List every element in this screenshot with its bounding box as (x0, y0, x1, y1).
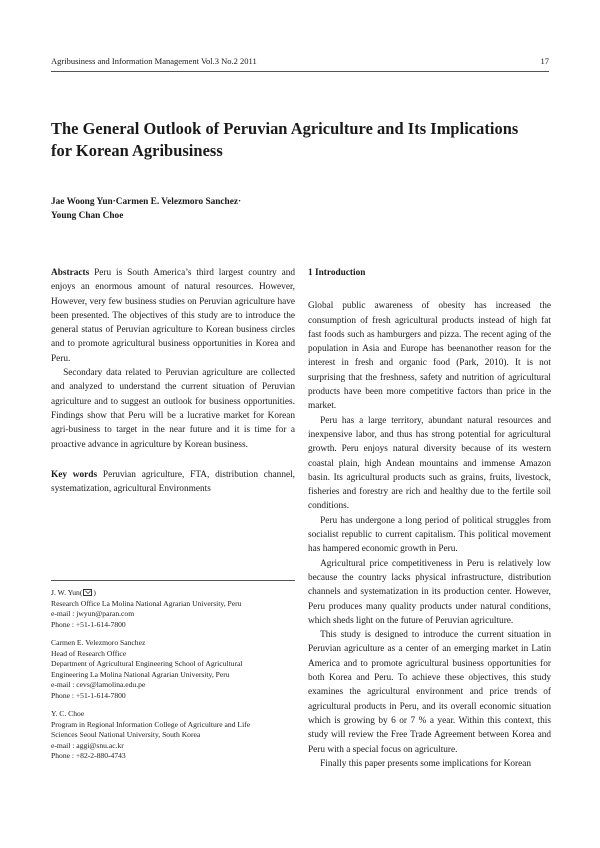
abstract-paragraph-2: Secondary data related to Peruvian agriculture are collected and analyzed to understand the current situation of Peruvian agriculture and to suggest an outlook for business opportunities. Findings show that Peru will be a lucrative market for Korean agri-business to target in the near future and it is time for a proactive advance in agriculture by Korean business. (51, 368, 295, 450)
intro-paragraph-4: Agricultural price competitiveness in Peru is relatively low because the country lacks physical infrastructure, distribution channels and systematization in its production center. However, Peru produces many quality products under natural conditions, which sheds light on the future of Peruvian agriculture. (308, 558, 551, 626)
page-number: 17 (540, 56, 549, 66)
keywords-text: Peruvian agriculture, FTA, distribution channel, systematization, agricultural Environments (51, 469, 296, 495)
abstract-paragraph-1 (51, 266, 295, 366)
keywords-label: Key words (51, 469, 98, 480)
section-heading-introduction: 1 Introduction (308, 268, 366, 278)
title-line-2: for Korean Agribusiness (51, 140, 223, 160)
intro-paragraph-1: Global public awareness of obesity has increased the consumption of fresh agricultural products instead of high fat fast foods such as hamburgers and pizza. The recent aging of the population in Asia and Europe has beenanother reason for the interest in fresh and organic food (Park, 2010). It is not surprising that the freshness, safety and nutrition of agricultural products have been more competitive factors than price in the market. (308, 301, 551, 412)
footnote-choe-name: Y. C. Choe (51, 709, 85, 718)
authors-line-1: Jae Woong Yun·Carmen E. Velezmoro Sanchez· (51, 197, 242, 207)
footnote-choe-email: e-mail : aggi@snu.ac.kr (51, 740, 124, 750)
footnote-yun-phone: Phone : +51-1-614-7800 (51, 619, 126, 629)
footnote-sanchez-name: Carmen E. Velezmoro Sanchez (51, 638, 146, 647)
paper-title (51, 118, 561, 161)
running-header (51, 56, 549, 66)
footnote-yun-name: J. W. Yun( ) (51, 588, 96, 597)
header-rule (51, 71, 549, 72)
envelope-icon (83, 589, 92, 596)
abstract-text-1: Peru is South America’s third largest country and enjoys an enormous amount of natural resources. However, However, very few business studies on Peruvian agriculture have been presented. The objectives of this study are to introduce the general status of Peruvian agriculture to Korean business circles and to promote agricultural business opportunities in Korea and Peru. (51, 268, 295, 364)
footnote-choe-line: Program in Regional Information College of Agriculture and Life (51, 719, 251, 729)
footnote-choe-line: Sciences Seoul National University, South Korea (51, 730, 201, 739)
intro-paragraph-2: Peru has a large territory, abundant natural resources and inexpensive labor, and thus has strong potential for agricultural growth. Peru enjoys natural diversity because of its western coastal plain, high Andean mountains and immense Amazon basin. Its agricultural products such as grains, fruits, livestock, fisheries and forestry are rich and healthy due to the fertile soil conditions. (308, 415, 551, 512)
author-list (51, 195, 431, 223)
footnote-yun (51, 588, 295, 630)
footnote-sanchez-email: e-mail : cevs@lamolina.edu.pe (51, 680, 146, 689)
left-column (51, 266, 295, 496)
title-line-1: The General Outlook of Peruvian Agriculture and Its Implications (51, 119, 519, 138)
intro-paragraph-6: Finally this paper presents some implications for Korean (320, 758, 532, 769)
footnote-sanchez-line: Engineering La Molina National Agrarian University, Peru (51, 669, 230, 679)
abstract-label: Abstracts (51, 268, 90, 278)
intro-paragraph-3: Peru has undergone a long period of political struggles from socialist republic to current capitalism. This political movement has hampered economic growth in Peru. (308, 515, 551, 555)
footnote-choe (51, 709, 295, 762)
footnote-sanchez (51, 638, 295, 701)
journal-name: Agribusiness and Information Management Vol.3 No.2 2011 (51, 56, 257, 66)
authors-line-2: Young Chan Choe (51, 211, 124, 221)
intro-paragraph-5: This study is designed to introduce the current situation in Peruvian agriculture as a center of an emerging market in Latin America and to promote agricultural business opportunities for both Korea and Peru. To achieve these objectives, this study examines the agricultural environment and price trends of agricultural products in Peru, and its overall economic situation which is growing by 6 or 7 % a year. Within this context, this study will review the Free Trade Agreement between Korea and Peru with a special focus on agriculture. (308, 630, 551, 755)
footnote-sanchez-phone: Phone : +51-1-614-7800 (51, 690, 126, 700)
right-column (308, 266, 551, 771)
footnote-choe-phone: Phone : +82-2-880-4743 (51, 751, 126, 760)
keywords (51, 468, 295, 497)
footnote-sanchez-line: Head of Research Office (51, 648, 127, 658)
footnote-yun-line: Research Office La Molina National Agrarian University, Peru (51, 598, 242, 608)
footnote-rule (51, 580, 295, 581)
footnote-sanchez-line: Department of Agricultural Engineering School of Agricultural (51, 659, 243, 668)
author-footnotes (51, 588, 295, 770)
footnote-yun-email: e-mail : jwyun@paran.com (51, 609, 135, 618)
